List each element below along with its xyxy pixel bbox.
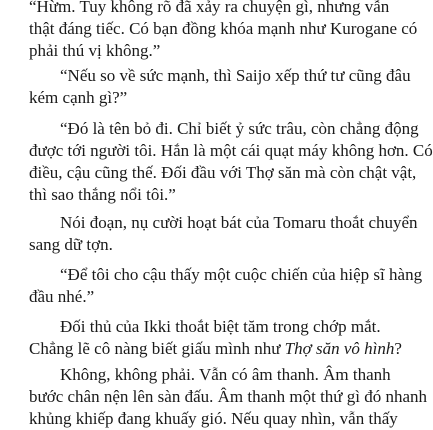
text-line: phải thú vị không.” <box>29 41 161 60</box>
text-line: kém cạnh gì?” <box>29 88 128 107</box>
text-line: “Nếu so về sức mạnh, thì Saijo xếp thứ tư cũng đâu <box>60 66 411 85</box>
text-line: Không, không phải. Vẫn có âm thanh. Âm thanh <box>60 365 391 384</box>
text-line: điều, cậu cũng thế. Đối đầu với Thợ săn mà còn chật vật, <box>29 163 417 182</box>
text-line: thật đáng tiếc. Có bạn đồng khóa mạnh như Kurogane có <box>29 19 418 38</box>
text-line: đầu nhé.” <box>29 287 95 306</box>
text-line: sang dữ tợn. <box>29 235 113 254</box>
text-run: ? <box>394 339 402 358</box>
text-line: khủng khiếp đang khuấy gió. Nếu quay nhìn, vẫn thấy <box>29 409 398 428</box>
text-line: bước chân nện lên sàn đấu. Âm thanh một thứ gì đó nhanh <box>29 387 428 406</box>
text-line: Đối thủ của Ikki thoắt biệt tăm trong chớp mắt. <box>60 317 381 336</box>
text-line: được tới người tôi. Hắn là một cái quạt máy không hơn. Có <box>29 141 433 160</box>
text-run: Chẳng lẽ cô nàng biết giấu mình như <box>29 339 285 358</box>
italic-title: Thợ săn vô hình <box>284 339 395 358</box>
text-line: “Đó là tên bỏ đi. Chỉ biết ỷ sức trâu, còn chẳng động <box>60 119 419 138</box>
text-line: “Hừm. Tuy không rõ đã xảy ra chuyện gì, nhưng vẫn <box>29 0 390 16</box>
text-line: thì sao thắng nổi tôi.” <box>29 185 176 204</box>
text-line <box>29 338 402 360</box>
text-line: Nói đoạn, nụ cười hoạt bát của Tomaru thoắt chuyển <box>60 213 418 232</box>
text-line: “Để tôi cho cậu thấy một cuộc chiến của hiệp sĩ hàng <box>60 265 423 284</box>
